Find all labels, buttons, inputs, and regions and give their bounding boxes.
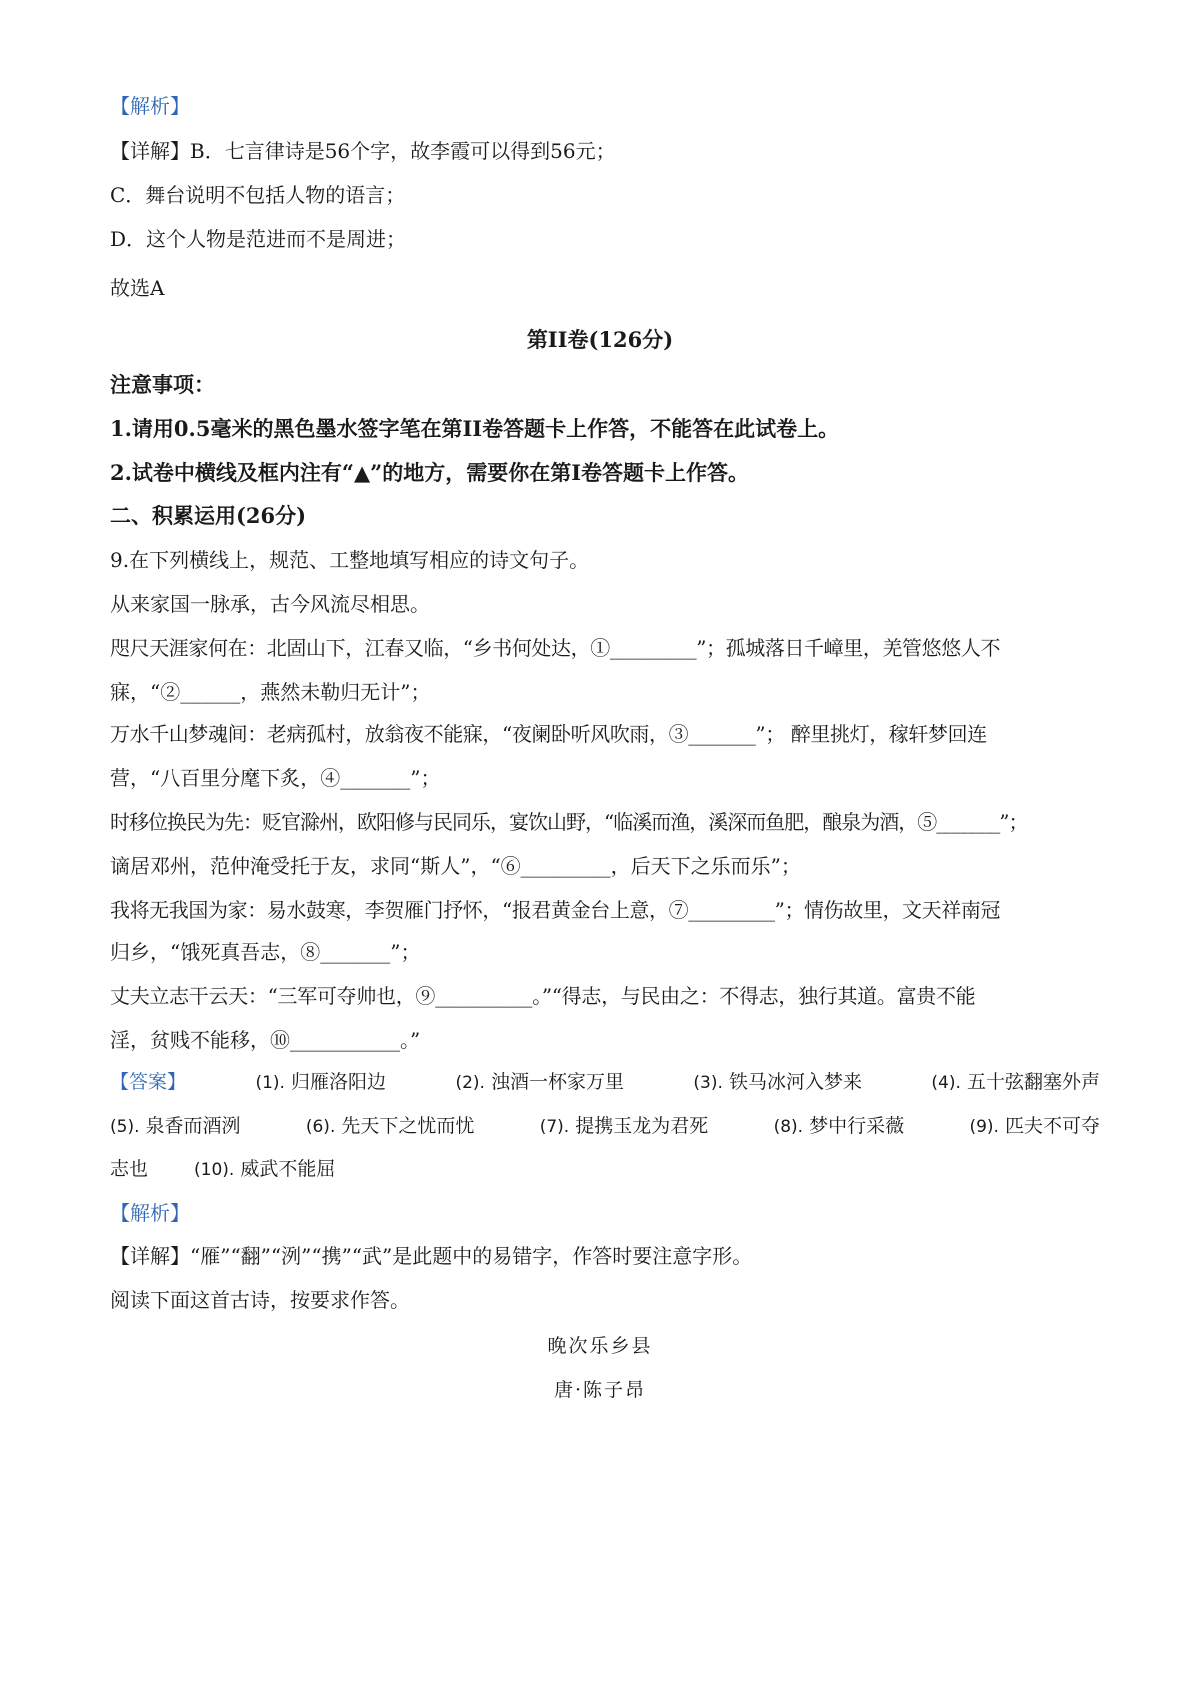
poem-author: 唐·陈子昂 [553, 1379, 647, 1401]
question-line: 我将无我国为家：易水鼓寒，李贺雁门抒怀，“报君黄金台上意，⑦_________”；情伤故里，文天祥南冠 [110, 898, 1001, 922]
section-heading: 二、积累运用(26分) [110, 503, 307, 528]
answer-item: (7). 提携玉龙为君死 [539, 1115, 709, 1137]
poem-title: 晚次乐乡县 [547, 1335, 653, 1357]
answer-text: 威武不能屈 [240, 1158, 336, 1180]
question-line: 时移位换民为先：贬官滁州，欧阳修与民同乐，宴饮山野，“临溪而渔，溪深而鱼肥，酿泉为酒，⑤_______”； [110, 810, 1028, 834]
option-c-line: C．舞台说明不包括人物的语言； [110, 183, 406, 207]
question-stem: 9.在下列横线上，规范、工整地填写相应的诗文句子。 [110, 548, 590, 572]
answer-row-1 [110, 1068, 1100, 1097]
answer-item: (6). 先天下之忧而忧 [305, 1115, 475, 1137]
reading-prompt: 阅读下面这首古诗，按要求作答。 [110, 1288, 410, 1312]
answer-row-3 [110, 1155, 335, 1184]
notice-item-2: 2.试卷中横线及框内注有“▲”的地方，需要你在第I卷答题卡上作答。 [110, 460, 750, 485]
question-line: 从来家国一脉承，古今风流尽相思。 [110, 592, 430, 616]
question-line: 咫尺天涯家何在：北固山下，江春又临，“乡书何处达，①_________”；孤城落日千嶂里，羌管悠悠人不 [110, 636, 1001, 660]
notice-heading: 注意事项： [110, 372, 215, 397]
question-line: 寐，“②______，燕然未勒归无计”； [110, 680, 431, 704]
choice-line: 故选A [110, 276, 165, 300]
answer-label: 【答案】 [110, 1071, 187, 1093]
answer-item: (3). 铁马冰河入梦来 [693, 1071, 862, 1093]
answer-item: (4). 五十弦翻塞外声 [931, 1071, 1100, 1093]
question-line: 谪居邓州，范仲淹受托于友，求同“斯人”，“⑥_________，后天下之乐而乐”； [110, 854, 801, 878]
question-line: 万水千山梦魂间：老病孤村，放翁夜不能寐，“夜阑卧听风吹雨，③_______”； 醉里挑灯，稼轩梦回连 [110, 722, 987, 746]
answer-item: (2). 浊酒一杯家万里 [455, 1071, 624, 1093]
answer-continuation: 志也 [110, 1158, 149, 1180]
answer-item: (1). 归雁洛阳边 [255, 1071, 386, 1093]
question-line: 淫，贫贱不能移，⑩___________。” [110, 1028, 421, 1052]
analysis-label: 【解析】 [110, 94, 190, 118]
detail-line: 【详解】“雁”“翻”“洌”“携”“武”是此题中的易错字，作答时要注意字形。 [110, 1244, 753, 1268]
option-d-line: D．这个人物是范进而不是周进； [110, 227, 407, 251]
detail-line: 【详解】B．七言律诗是56个字，故李霞可以得到56元； [110, 139, 616, 163]
volume-title: 第II卷(126分) [526, 327, 674, 352]
answer-number: (10). [194, 1160, 235, 1180]
answer-row-2 [110, 1112, 1100, 1141]
answer-item: (5). 泉香而酒洌 [110, 1115, 241, 1137]
analysis-label: 【解析】 [110, 1201, 190, 1225]
question-line: 营，“八百里分麾下炙，④_______”； [110, 766, 441, 790]
answer-item: (9). 匹夫不可夺 [969, 1115, 1100, 1137]
question-line: 归乡，“饿死真吾志，⑧_______”； [110, 940, 421, 964]
answer-item: (8). 梦中行采薇 [773, 1115, 905, 1137]
question-line: 丈夫立志干云天：“三军可夺帅也，⑨__________。”“得志，与民由之：不得志，独行其道。富贵不能 [110, 984, 976, 1008]
notice-item-1: 1.请用0.5毫米的黑色墨水签字笔在第II卷答题卡上作答，不能答在此试卷上。 [110, 416, 840, 441]
